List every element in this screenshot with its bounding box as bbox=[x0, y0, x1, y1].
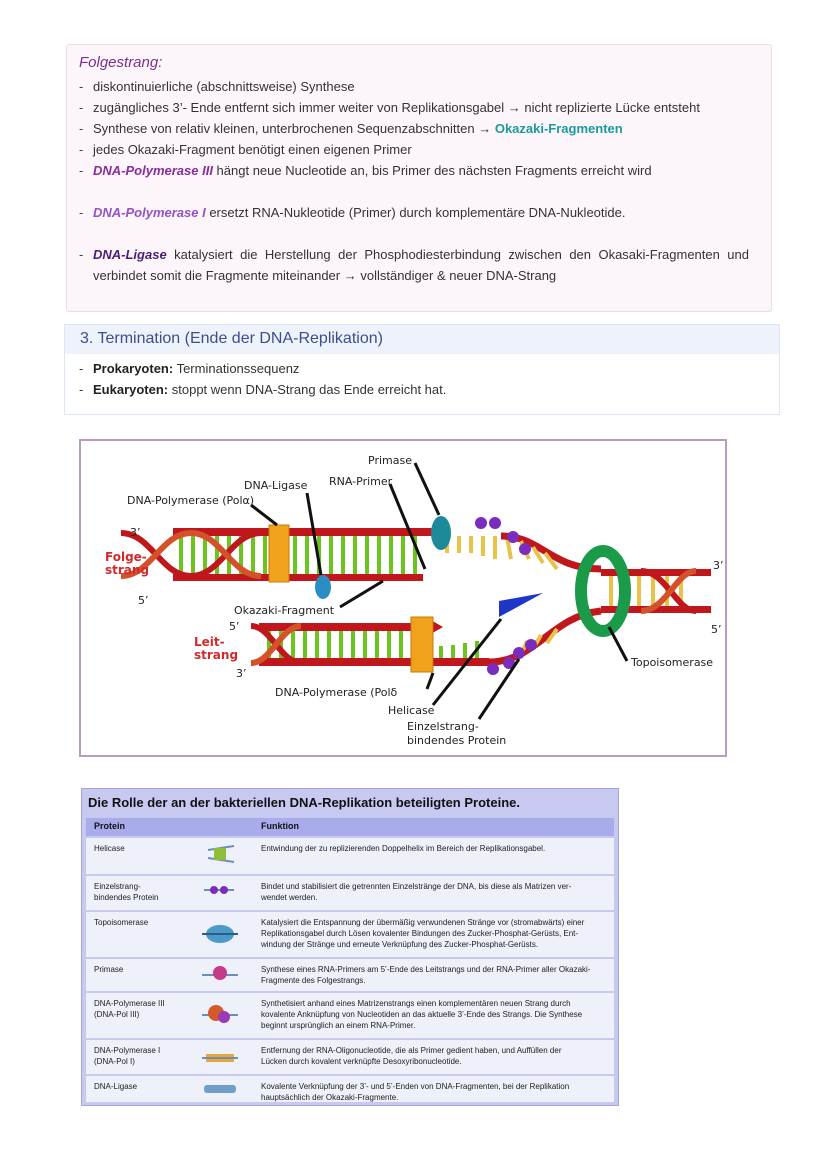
polymerase-delta bbox=[411, 617, 433, 672]
label-pol-alpha: DNA-Polymerase (Polα) bbox=[127, 494, 255, 507]
table-title: Die Rolle der an der bakteriellen DNA-Replikation beteiligten Proteine. bbox=[88, 795, 520, 810]
label-3prime-right: 3’ bbox=[713, 559, 724, 572]
backbone-top bbox=[173, 528, 443, 536]
backbone-lead bbox=[259, 623, 429, 631]
polymerase-iii-icon bbox=[194, 993, 244, 1037]
dna-ligase-blob bbox=[315, 575, 331, 599]
termination-box bbox=[64, 324, 780, 415]
label-3prime-top: 3’ bbox=[130, 526, 141, 539]
leader-lines bbox=[251, 463, 627, 719]
list-item: - Eukaryoten: stoppt wenn DNA-Strang das Ende erreicht hat. bbox=[65, 379, 779, 400]
list-item: - DNA-Ligase katalysiert die Herstellung der Phosphodiesterbindung zwischen den Okasaki-Fragmenten und verbindet somit die Fragmente miteinander → vollständiger & neuer DNA-Strang bbox=[67, 244, 771, 286]
folgestrang-box bbox=[66, 44, 772, 312]
topoisomerase-ring bbox=[581, 551, 625, 631]
label-5prime-mid: 5’ bbox=[229, 620, 240, 633]
label-ssb-2: bindendes Protein bbox=[407, 734, 507, 747]
pol1-highlight: DNA-Polymerase I bbox=[93, 205, 206, 220]
label-leit-1: Leit- bbox=[194, 635, 225, 649]
list-item: - Synthese von relativ kleinen, unterbrochenen Sequenzabschnitten → Okazaki-Fragmenten bbox=[67, 118, 771, 139]
pol3-highlight: DNA-Polymerase III bbox=[93, 163, 213, 178]
table-row: Einzelstrang- bindendes Protein Bindet und stabilisiert die getrennten Einzelstränge der DNA, bis diese als Matrizen ver- wendet werden. bbox=[86, 876, 614, 910]
replication-fork-diagram bbox=[79, 439, 727, 757]
folgestrang-list bbox=[67, 76, 771, 286]
label-5prime-left: 5’ bbox=[138, 594, 149, 607]
label-folge-1: Folge- bbox=[105, 550, 147, 564]
label-helicase: Helicase bbox=[388, 704, 435, 717]
list-item: - Prokaryoten: Terminationssequenz bbox=[65, 358, 779, 379]
helicase-shape bbox=[499, 593, 543, 617]
label-5prime-right: 5’ bbox=[711, 623, 722, 636]
label-pol-delta: DNA-Polymerase (Polδ bbox=[275, 686, 398, 699]
label-folge-2: strang bbox=[105, 563, 150, 577]
fork-illustration bbox=[81, 441, 725, 755]
primase-icon bbox=[194, 959, 244, 991]
list-item: - jedes Okazaki-Fragment benötigt einen eigenen Primer bbox=[67, 139, 771, 160]
list-item: - DNA-Polymerase I ersetzt RNA-Nukleotide (Primer) durch komplementäre DNA-Nukleotide. bbox=[67, 202, 771, 223]
protein-table bbox=[81, 788, 619, 1106]
topoisomerase-icon bbox=[194, 912, 244, 956]
label-3prime-bottom: 3’ bbox=[236, 667, 247, 680]
label-topoisomerase: Topoisomerase bbox=[631, 656, 714, 669]
label-primase: Primase bbox=[368, 454, 412, 467]
table-row: DNA-Polymerase I (DNA-Pol I) Entfernung der RNA-Oligonucleotide, die als Primer gedient haben, und Auffüllen der Lücken durch kovalent verknüpfte Desoxyribonucleotide. bbox=[86, 1040, 614, 1074]
label-leit-2: strang bbox=[194, 648, 239, 662]
table-row: Topoisomerase Katalysiert die Entspannung der übermäßig verwundenen Stränge vor (stromabwärts) einer Replikationsgabel durch Lösen kovalenter Bindungen des Zucker-Phosphat-Gerüsts, Ent- windung der Stränge und erneute Verknüpfung des Zucker-Phosphat-Gerüsts. bbox=[86, 912, 614, 957]
table-row: Primase Synthese eines RNA-Primers am 5’-Ende des Leitstrangs und der RNA-Primer aller Okazaki- Fragmente des Folgestrangs. bbox=[86, 959, 614, 991]
table-header bbox=[86, 818, 614, 836]
label-dna-ligase: DNA-Ligase bbox=[244, 479, 308, 492]
termination-header bbox=[65, 325, 779, 354]
list-item: - DNA-Polymerase III hängt neue Nucleotide an, bis Primer des nächsten Fragments erreicht wird bbox=[67, 160, 771, 181]
col-protein: Protein bbox=[94, 821, 126, 831]
okazaki-highlight: Okazaki-Fragmenten bbox=[494, 121, 623, 136]
backbone-okazaki bbox=[173, 574, 423, 581]
col-function: Funktion bbox=[261, 821, 299, 831]
polymerase-i-icon bbox=[194, 1040, 244, 1074]
table-row: DNA-Ligase Kovalente Verknüpfung der 3’- und 5’-Enden von DNA-Fragmenten, bei der Replikation hauptsächlich der Okazaki-Fragmente. bbox=[86, 1076, 614, 1102]
label-okazaki: Okazaki-Fragment bbox=[234, 604, 335, 617]
rungs-lower bbox=[269, 631, 477, 658]
dna-ligase-icon bbox=[194, 1076, 244, 1102]
polymerase-alpha bbox=[269, 525, 289, 582]
label-ssb-1: Einzelstrang- bbox=[407, 720, 479, 733]
ligase-highlight: DNA-Ligase bbox=[93, 247, 167, 262]
primase-blob bbox=[431, 516, 451, 550]
termination-heading: 3. Termination (Ende der DNA-Replikation) bbox=[80, 330, 383, 347]
table-row: Helicase Entwindung der zu replizierenden Doppelhelix im Bereich der Replikationsgabel. bbox=[86, 838, 614, 874]
list-item: - diskontinuierliche (abschnittsweise) Synthese bbox=[67, 76, 771, 97]
folgestrang-title: Folgestrang: bbox=[79, 54, 163, 71]
ssb-icon bbox=[194, 876, 244, 908]
termination-list bbox=[65, 358, 779, 400]
list-item: - zugängliches 3’- Ende entfernt sich immer weiter von Replikationsgabel → nicht replizierte Lücke entsteht bbox=[67, 97, 771, 118]
helicase-icon bbox=[194, 838, 244, 872]
label-rna-primer: RNA-Primer bbox=[329, 475, 393, 488]
table-row: DNA-Polymerase III (DNA-Pol III) Synthetisiert anhand eines Matrizenstrangs einen komplementären neuen Strang durch kovalente Anknüpfung von Nucleotiden an das aktuelle 3’-Ende des Strangs. Die Synthese beginnt ursprünglich an einem RNA-Primer. bbox=[86, 993, 614, 1038]
